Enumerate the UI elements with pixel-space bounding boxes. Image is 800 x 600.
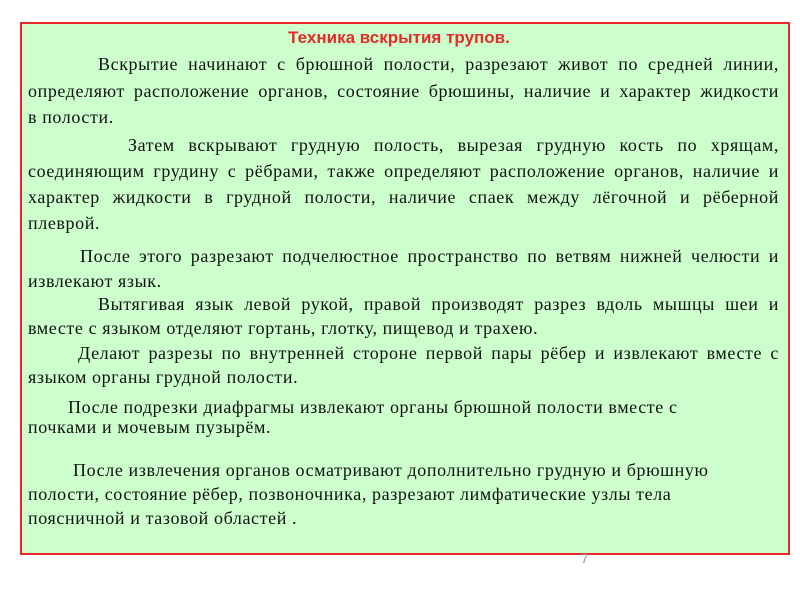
paragraph-line: Затем вскрывают грудную полость, вырезая грудную кость по хрящам,	[128, 135, 779, 155]
paragraph-chest-organs	[28, 341, 779, 389]
paragraph-line: После извлечения органов осматривают дополнительно грудную и брюшную	[73, 460, 709, 480]
paragraph-line: полости, состояние рёбер, позвоночника, разрезают лимфатические узлы тела	[28, 484, 672, 504]
paragraph-final-inspection	[28, 458, 779, 530]
paragraph-abdominal-opening	[28, 51, 779, 131]
paragraph-abdominal-organs	[28, 397, 779, 437]
paragraph-submandibular	[28, 244, 779, 294]
paragraph-line: характер жидкости в грудной полости, наличие спаек между лёгочной и рёберной	[28, 187, 779, 207]
paragraph-line: Вытягивая язык левой рукой, правой производят разрез вдоль мышцы шеи и	[98, 294, 779, 314]
paragraph-line: почками и мочевым пузырём.	[28, 417, 272, 437]
paragraph-line: определяют расположение органов, состояние брюшины, наличие и характер жидкости	[28, 80, 779, 101]
paragraph-line: Делают разрезы по внутренней стороне первой пары рёбер и извлекают вместе с	[78, 343, 779, 363]
paragraph-line: поясничной и тазовой областей .	[28, 508, 298, 528]
paragraph-line: плеврой.	[28, 213, 101, 233]
paragraph-line: вместе с языком отделяют гортань, глотку, пищевод и трахею.	[28, 318, 539, 338]
paragraph-neck-organs	[28, 292, 779, 340]
paragraph-line: После этого разрезают подчелюстное пространство по ветвям нижней челюсти и	[80, 246, 779, 266]
page-number: 7	[581, 551, 589, 566]
paragraph-line: языком органы грудной полости.	[28, 367, 299, 387]
paragraph-line: соединяющим грудину с рёбрами, также определяют расположение органов, наличие и	[28, 161, 779, 181]
paragraph-line: Вскрытие начинают с брюшной полости, разрезают живот по средней линии,	[98, 54, 779, 74]
slide-title: Техника вскрытия трупов.	[288, 28, 510, 47]
paragraph-chest-opening	[28, 132, 779, 236]
paragraph-line: в полости.	[28, 107, 114, 127]
paragraph-line: После подрезки диафрагмы извлекают органы брюшной полости вместе с	[68, 397, 678, 417]
paragraph-line: извлекают язык.	[28, 271, 162, 291]
